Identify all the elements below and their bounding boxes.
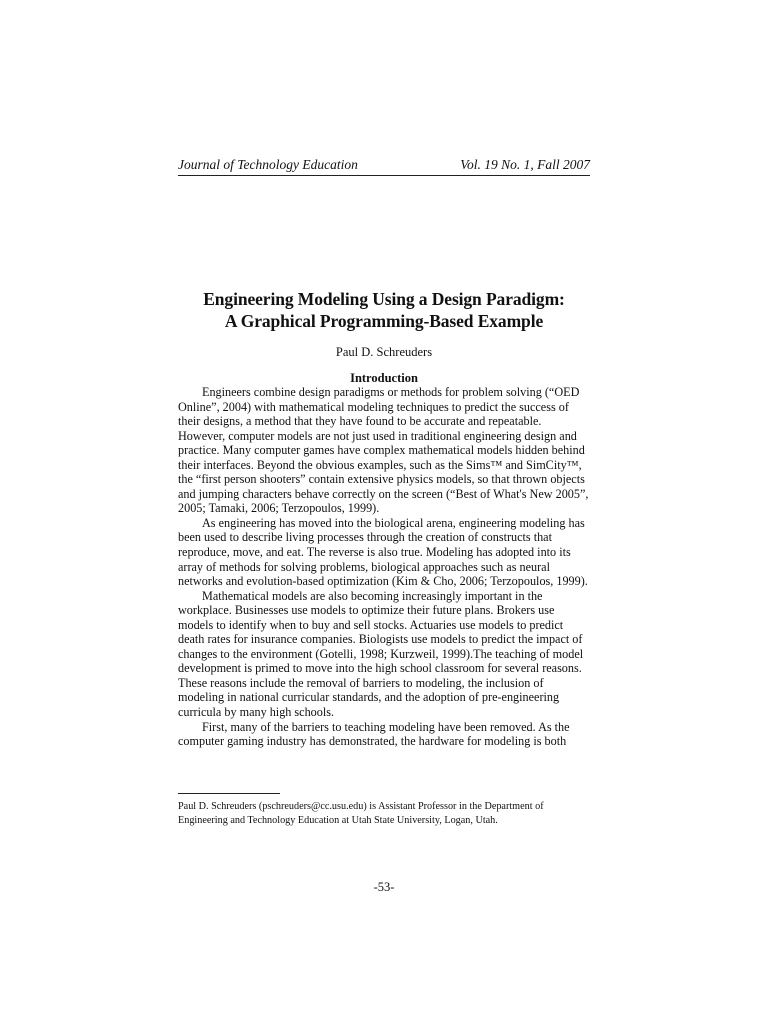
- paragraph-4: First, many of the barriers to teaching modeling have been removed. As the computer gaming industry has demonstrated, the hardware for modeling is both: [178, 719, 570, 749]
- article-body: [178, 385, 590, 749]
- article-title-line-1: Engineering Modeling Using a Design Paradigm:: [203, 289, 565, 309]
- article-title: [178, 288, 590, 332]
- footnote-divider: [178, 793, 280, 794]
- author-name: Paul D. Schreuders: [335, 345, 433, 359]
- author-footnote: Paul D. Schreuders (pschreuders@cc.usu.edu) is Assistant Professor in the Department of Engineering and Technology Education at Utah State University, Logan, Utah.: [178, 801, 544, 826]
- running-header: [178, 156, 590, 176]
- paragraph-3: Mathematical models are also becoming increasingly important in the workplace. Businesses use models to optimize their future plans. Brokers use models to identify when to buy and sell stocks. Actuaries use models to predict death rates for insurance companies. Biologists use models to predict the impact of changes to the environment (Gotelli, 1998; Kurzweil, 1999).The teaching of model development is primed to move into the high school classroom for several reasons. These reasons include the removal of barriers to modeling, the inclusion of modeling in national curricular standards, and the adoption of pre-engineering curricula by many high schools.: [178, 588, 584, 720]
- volume-info: Vol. 19 No. 1, Fall 2007: [460, 157, 590, 172]
- paragraph-1: Engineers combine design paradigms or methods for problem solving (“OED Online”, 2004) with mathematical modeling techniques to predict the success of their designs, a method that they have found to be accurate and repeatable. However, computer models are not just used in traditional engineering design and practice. Many computer games have complex mathematical models hidden behind their interfaces. Beyond the obvious examples, such as the Sims™ and SimCity™, the “first person shooters” contain extensive physics models, so that thrown objects and jumping characters behave correctly on the screen (“Best of What's New 2005”, 2005; Tamaki, 2006; Terzopoulos, 1999).: [178, 385, 589, 516]
- section-heading: Introduction: [350, 371, 418, 385]
- paragraph-2: As engineering has moved into the biological arena, engineering modeling has been used to describe living processes through the creation of constructs that reproduce, move, and eat. The reverse is also true. Modeling has adopted into its array of methods for solving problems, biological approaches such as neural networks and evolution-based optimization (Kim & Cho, 2006; Terzopoulos, 1999).: [178, 515, 588, 589]
- page-number: -53-: [373, 880, 395, 894]
- article-title-line-2: A Graphical Programming-Based Example: [224, 311, 544, 331]
- journal-name: Journal of Technology Education: [178, 157, 358, 172]
